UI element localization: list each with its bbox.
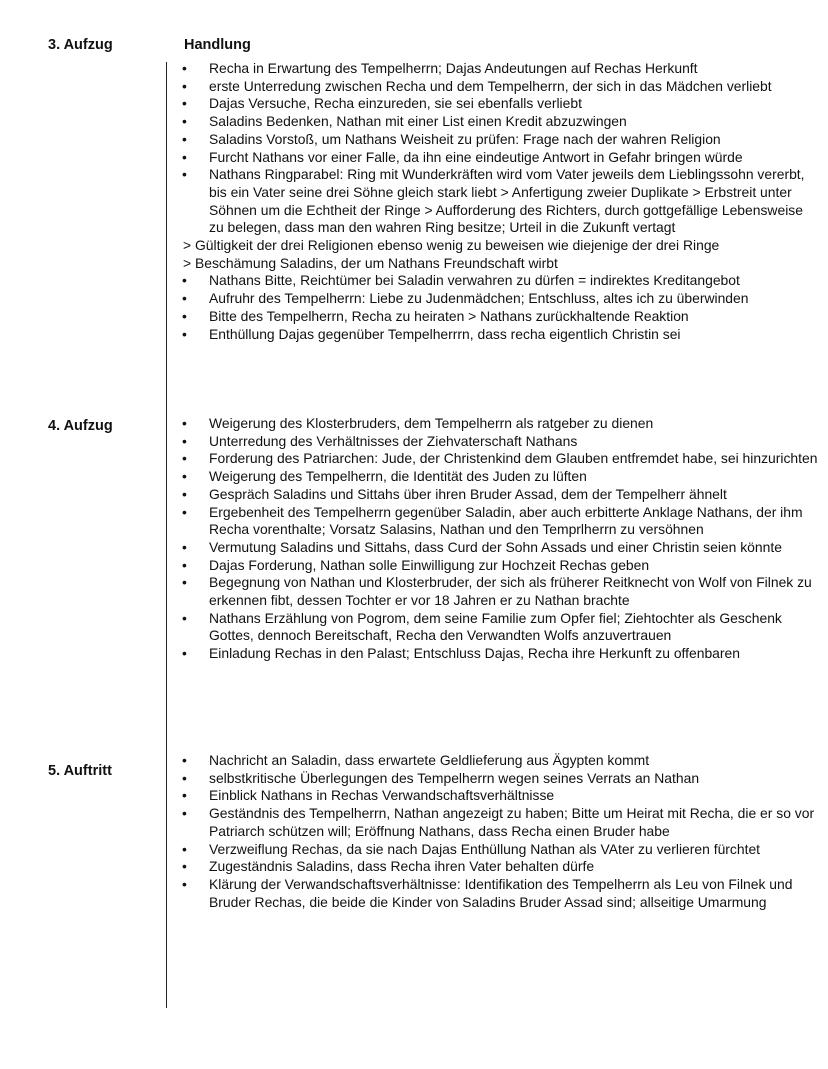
bullet-icon: •: [182, 609, 187, 626]
list-item-text: Aufruhr des Tempelherrn: Liebe zu Judenmädchen; Entschluss, altes ich zu überwinden: [209, 290, 749, 307]
list-item-text: Verzweiflung Rechas, da sie nach Dajas Enthüllung Nathan als VAter zu verlieren fürchtet: [209, 840, 761, 857]
list-item-text: Enthüllung Dajas gegenüber Tempelherrrn, dass recha eigentlich Christin sei: [209, 325, 681, 342]
bullet-icon: •: [182, 166, 187, 183]
list-item: [180, 450, 820, 468]
bullet-icon: •: [182, 769, 187, 786]
bullet-icon: •: [182, 468, 187, 485]
list-item: [180, 557, 820, 575]
bullet-icon: •: [182, 432, 187, 449]
list-item-text: Dajas Forderung, Nathan solle Einwilligung zur Hochzeit Rechas geben: [209, 556, 650, 573]
list-item-text: Nachricht an Saladin, dass erwartete Geldlieferung aus Ägypten kommt: [209, 752, 650, 768]
section-label-auftritt-5: 5. Auftritt: [48, 763, 112, 779]
list-item: [180, 805, 820, 840]
list-item-text: Einladung Rechas in den Palast; Entschluss Dajas, Recha ihre Herkunft zu offenbaren: [209, 645, 740, 662]
bullet-icon: •: [182, 875, 187, 892]
list-item: [180, 272, 820, 290]
list-item-text: erste Unterredung zwischen Recha und dem Tempelherrn, der sich in das Mädchen verliebt: [209, 77, 772, 94]
list-item: [180, 166, 820, 237]
list-item: [180, 326, 820, 344]
list-item: [180, 787, 820, 805]
bullet-icon: •: [182, 130, 187, 147]
list-item-text: Nathans Erzählung von Pogrom, dem seine Familie zum Opfer fiel; Ziehtochter als Geschenk Gottes, dennoch Bereitschaft, Recha den Verwandten Wolfs anzuvertrauen: [209, 609, 782, 644]
bullet-icon: •: [182, 787, 187, 804]
list-item-text: Dajas Versuche, Recha einzureden, sie sei ebenfalls verliebt: [209, 95, 582, 112]
bullet-icon: •: [182, 325, 187, 342]
bullet-icon: •: [182, 415, 187, 431]
section-3-list: [180, 60, 820, 343]
bullet-icon: •: [182, 77, 187, 94]
bullet-icon: •: [182, 307, 187, 324]
bullet-icon: •: [182, 95, 187, 112]
bullet-icon: •: [182, 485, 187, 502]
list-item: [180, 574, 820, 609]
list-item: [180, 149, 820, 167]
bullet-icon: •: [182, 752, 187, 768]
section-5-list: [180, 752, 820, 911]
list-item: [180, 433, 820, 451]
list-item: [180, 95, 820, 113]
list-item: [180, 610, 820, 645]
list-item: [180, 131, 820, 149]
section-4-list: [180, 415, 820, 663]
bullet-icon: •: [182, 858, 187, 875]
list-item: [180, 858, 820, 876]
bullet-icon: •: [182, 503, 187, 520]
list-item-text: Klärung der Verwandschaftsverhältnisse: Identifikation des Tempelherrn als Leu von Filnek und Bruder Rechas, die beide die Kinder von Saladins Bruder Assad sind; allseitige Umarmung: [209, 875, 793, 910]
list-item: [180, 255, 820, 273]
list-item-text: Saladins Vorstoß, um Nathans Weisheit zu prüfen: Frage nach der wahren Religion: [209, 130, 721, 147]
bullet-icon: •: [182, 574, 187, 591]
list-item-text: selbstkritische Überlegungen des Tempelherrn wegen seines Verrats an Nathan: [209, 769, 700, 786]
bullet-icon: •: [182, 538, 187, 555]
list-item: [180, 645, 820, 663]
vertical-divider-line: [166, 62, 167, 1008]
list-item-text: Weigerung des Tempelherrn, die Identität des Juden zu lüften: [209, 468, 587, 485]
list-item-text: Gespräch Saladins und Sittahs über ihren Bruder Assad, dem der Tempelherr ähnelt: [209, 485, 727, 502]
list-item-text: Nathans Ringparabel: Ring mit Wunderkräften wird vom Vater jeweils dem Lieblingssohn vererbt, bis ein Vater seine drei Söhne gleich stark liebt > Anfertigung zweier Duplikate > Erbstreit unter Söhnen um die Echtheit der Ringe > Aufforderung des Richters, durch gottgefällige Lebensweise zu belegen, dass man den wahren Ring besitze; Urteil in die Zukunft vertagt: [209, 166, 805, 236]
list-item: [180, 78, 820, 96]
list-item: [180, 60, 820, 78]
bullet-icon: •: [182, 60, 187, 76]
list-item: [180, 290, 820, 308]
list-item: [180, 468, 820, 486]
list-item: [180, 841, 820, 859]
list-item-text: Furcht Nathans vor einer Falle, da ihn eine eindeutige Antwort in Gefahr bringen würde: [209, 148, 743, 165]
list-item: [180, 415, 820, 433]
list-item-text: Bitte des Tempelherrn, Recha zu heiraten > Nathans zurückhaltende Reaktion: [209, 307, 689, 324]
list-item-text: Recha in Erwartung des Tempelherrn; Dajas Andeutungen auf Rechas Herkunft: [209, 60, 698, 76]
list-item-text: > Beschämung Saladins, der um Nathans Freundschaft wirbt: [183, 254, 558, 271]
list-item: [180, 237, 820, 255]
list-item-text: Geständnis des Tempelherrn, Nathan angezeigt zu haben; Bitte um Heirat mit Recha, die er so vor Patriarch schützen will; Eröffnung Nathans, dass Recha einen Bruder habe: [209, 805, 815, 839]
bullet-icon: •: [182, 645, 187, 662]
list-item-text: > Gültigkeit der drei Religionen ebenso wenig zu beweisen wie diejenige der drei Ringe: [183, 237, 720, 254]
bullet-icon: •: [182, 805, 187, 822]
list-item-text: Unterredung des Verhältnisses der Ziehvaterschaft Nathans: [209, 432, 578, 449]
list-item-text: Ergebenheit des Tempelherrn gegenüber Saladin, aber auch erbitterte Anklage Nathans, der ihm Recha vorenthalte; Vorsatz Salasins, Nathan und den Temprlherrn zu versöhnen: [209, 503, 803, 538]
list-item: [180, 113, 820, 131]
list-item-text: Begegnung von Nathan und Klosterbruder, der sich als früherer Reitknecht von Wolf von Filnek zu erkennen fibt, dessen Tochter er vor 18 Jahren er zu Nathan brachte: [209, 574, 812, 609]
bullet-icon: •: [182, 113, 187, 130]
list-item-text: Einblick Nathans in Rechas Verwandschaftsverhältnisse: [209, 787, 555, 804]
list-item-text: Nathans Bitte, Reichtümer bei Saladin verwahren zu dürfen = indirektes Kreditangebot: [209, 272, 740, 289]
list-item-text: Forderung des Patriarchen: Jude, der Christenkind dem Glauben entfremdet habe, sei hinzurichten: [209, 450, 818, 467]
list-item: [180, 539, 820, 557]
list-item-text: Saladins Bedenken, Nathan mit einer List einen Kredit abzuzwingen: [209, 113, 627, 130]
bullet-icon: •: [182, 272, 187, 289]
bullet-icon: •: [182, 450, 187, 467]
list-item: [180, 486, 820, 504]
column-heading-handlung: Handlung: [184, 37, 251, 53]
list-item: [180, 504, 820, 539]
section-label-aufzug-4: 4. Aufzug: [48, 418, 113, 434]
bullet-icon: •: [182, 840, 187, 857]
list-item: [180, 752, 820, 770]
section-label-aufzug-3: 3. Aufzug: [48, 37, 113, 53]
bullet-icon: •: [182, 290, 187, 307]
list-item-text: Weigerung des Klosterbruders, dem Tempelherrn als ratgeber zu dienen: [209, 415, 654, 431]
list-item: [180, 308, 820, 326]
bullet-icon: •: [182, 556, 187, 573]
list-item-text: Vermutung Saladins und Sittahs, dass Curd der Sohn Assads und einer Christin seien könnte: [209, 538, 782, 555]
list-item: [180, 770, 820, 788]
bullet-icon: •: [182, 148, 187, 165]
list-item: [180, 876, 820, 911]
list-item-text: Zugeständnis Saladins, dass Recha ihren Vater behalten dürfe: [209, 858, 595, 875]
